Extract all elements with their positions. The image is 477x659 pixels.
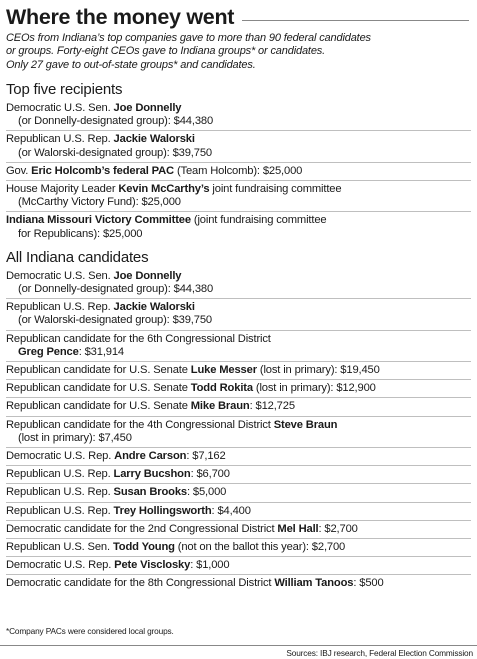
list-item [6,521,471,539]
entry-text: Democratic U.S. Rep. [6,449,115,462]
entry-text: Democratic candidate for the 8th Congressional District [6,577,275,590]
entry-text: : $2,700 [318,522,358,535]
entry-line [6,541,471,554]
entry-text: : $1,000 [190,559,230,572]
entry-line [6,505,471,518]
entry-text: Republican candidate for U.S. Senate [6,363,191,376]
section-heading-all-indiana: All Indiana candidates [6,248,149,266]
entry-text: (or Donnelly-designated group): $44,380 [18,282,214,295]
list-item [6,557,471,575]
entry-text: Republican candidate for the 6th Congressional District [6,332,271,345]
list-item [6,100,471,131]
entry-continuation [6,115,471,128]
list-item [6,417,471,448]
recipient-name: Larry Bucshon [113,468,191,481]
entry-text: : $7,162 [186,449,226,462]
recipient-name: Jackie Walorski [113,301,195,314]
list-item [6,448,471,466]
top-five-list [6,100,471,243]
entry-text: (lost in primary): $12,900 [252,382,376,395]
entry-text: (lost in primary): $7,450 [18,431,132,444]
entry-continuation [6,346,471,359]
entry-continuation [6,314,471,327]
entry-continuation [6,228,471,241]
entry-text: Democratic U.S. Rep. [6,559,115,572]
entry-text: Republican U.S. Rep. [6,468,114,481]
entry-continuation [6,196,471,209]
entry-text: Republican U.S. Rep. [6,504,114,517]
entry-text: Republican candidate for the 4th Congressional District [6,418,274,431]
entry-text: (joint fundraising committee [190,214,327,227]
entry-text: Republican candidate for U.S. Senate [6,382,191,395]
entry-text: (lost in primary): $19,450 [256,363,380,376]
entry-text: Democratic U.S. Sen. [6,101,114,114]
entry-text: for Republicans): $25,000 [18,227,143,240]
footnote: *Company PACs were considered local groups. [6,626,174,636]
title-rule [242,20,469,21]
title-row [6,0,471,29]
entry-line [6,270,471,283]
intro-text: CEOs from Indiana’s top companies gave to more than 90 federal candidates or groups. Forty-eight CEOs gave to Indiana groups* or candidates. Only 27 gave to out-of-state groups* and candidates. [6,32,371,71]
entry-text: Republican U.S. Rep. [6,486,114,499]
recipient-name: Kevin McCarthy’s [118,182,210,195]
entry-text: (or Walorski-designated group): $39,750 [18,146,212,159]
entry-text: (Team Holcomb): $25,000 [173,164,303,177]
section-heading-top-five: Top five recipients [6,80,123,98]
entry-text: (or Donnelly-designated group): $44,380 [18,115,214,128]
source-credit: Sources: IBJ research, Federal Election Commission [286,648,473,658]
recipient-name: Mel Hall [277,522,319,535]
page-title: Where the money went [6,5,235,29]
list-item [6,331,471,362]
entry-continuation [6,432,471,445]
entry-text: Republican candidate for U.S. Senate [6,400,191,413]
recipient-name: Pete Visclosky [114,559,191,572]
entry-text: Democratic U.S. Sen. [6,269,114,282]
recipient-name: Joe Donnelly [113,269,182,282]
entry-continuation [6,283,471,296]
entry-line [6,577,471,590]
entry-line [6,523,471,536]
entry-text: (or Walorski-designated group): $39,750 [18,314,212,327]
list-item [6,268,471,299]
entry-text: Gov. [6,164,32,177]
entry-text: (not on the ballot this year): $2,700 [174,540,346,553]
recipient-name: Todd Young [112,540,175,553]
list-item [6,398,471,416]
all-indiana-list [6,268,471,593]
list-item [6,539,471,557]
entry-text: : $4,400 [211,504,251,517]
recipient-name: Greg Pence [18,345,79,358]
entry-line [6,382,471,395]
list-item [6,131,471,162]
entry-line [6,183,471,196]
entry-text: : $6,700 [190,468,230,481]
entry-text: : $31,914 [78,345,124,358]
list-item [6,484,471,502]
recipient-name: Trey Hollingsworth [113,504,212,517]
list-item [6,299,471,330]
list-item [6,212,471,242]
recipient-name: Jackie Walorski [113,133,195,146]
entry-line [6,419,471,432]
list-item [6,163,471,181]
entry-continuation [6,147,471,160]
entry-text: Republican U.S. Sen. [6,540,113,553]
bottom-rule [0,645,477,646]
recipient-name: Andre Carson [114,449,187,462]
list-item [6,362,471,380]
recipient-name: William Tanoos [274,577,354,590]
recipient-name: Mike Braun [190,400,250,413]
entry-line [6,301,471,314]
entry-text: Republican U.S. Rep. [6,301,114,314]
list-item [6,181,471,212]
entry-line [6,468,471,481]
entry-line [6,400,471,413]
entry-text: : $12,725 [249,400,295,413]
entry-line [6,364,471,377]
list-item [6,503,471,521]
entry-text: (McCarthy Victory Fund): $25,000 [18,196,181,209]
list-item [6,380,471,398]
entry-line [6,450,471,463]
entry-line [6,333,471,346]
entry-text: Democratic candidate for the 2nd Congressional District [6,522,278,535]
entry-text: joint fundraising committee [209,182,342,195]
entry-line [6,486,471,499]
recipient-name: Todd Rokita [190,382,253,395]
entry-text: : $500 [353,577,384,590]
entry-text: House Majority Leader [6,182,119,195]
recipient-name: Susan Brooks [113,486,187,499]
entry-line [6,102,471,115]
list-item [6,466,471,484]
entry-line [6,133,471,146]
recipient-name: Eric Holcomb’s federal PAC [31,164,174,177]
entry-line [6,214,471,227]
recipient-name: Luke Messer [190,363,257,376]
entry-line [6,165,471,178]
list-item [6,575,471,592]
entry-text: : $5,000 [186,486,227,499]
entry-text: Republican U.S. Rep. [6,133,114,146]
recipient-name: Joe Donnelly [113,101,182,114]
recipient-name: Indiana Missouri Victory Committee [6,214,191,227]
entry-line [6,559,471,572]
recipient-name: Steve Braun [273,418,338,431]
